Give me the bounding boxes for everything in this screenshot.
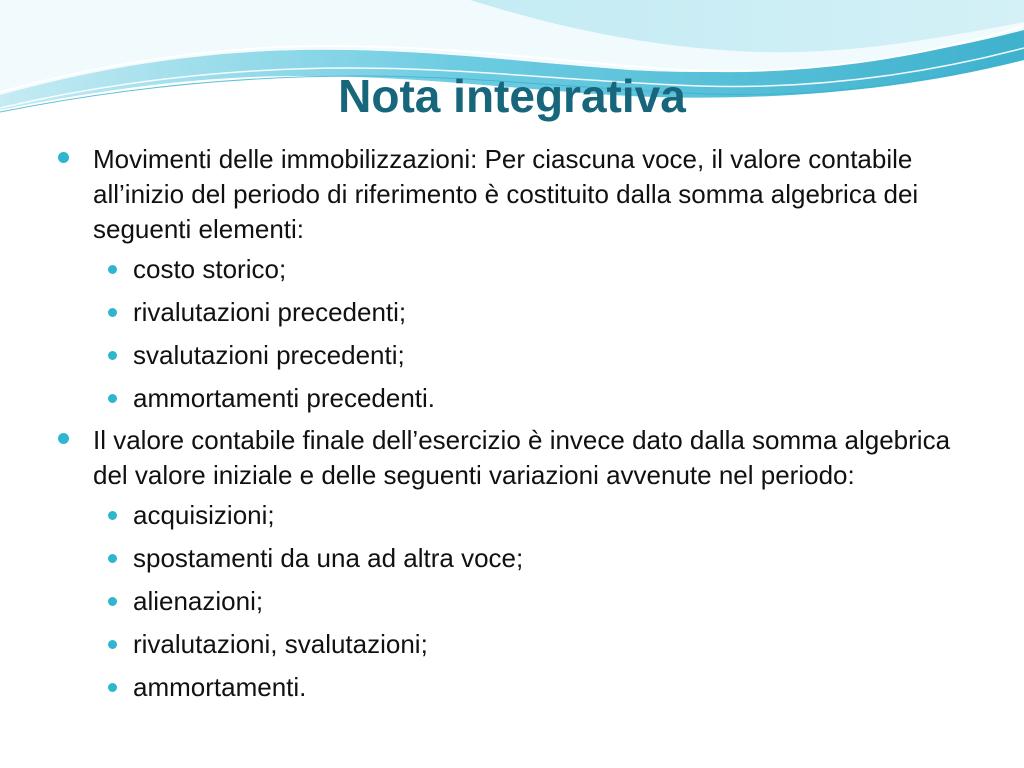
sub-bullet-text: costo storico; bbox=[133, 254, 287, 284]
sub-bullet-item bbox=[56, 543, 976, 573]
sub-bullet-text: rivalutazioni precedenti; bbox=[133, 297, 407, 327]
sub-bullet-text: ammortamenti. bbox=[133, 672, 307, 702]
bullet-text: Il valore contabile finale dell’esercizio è invece dato dalla somma algebrica del valore iniziale e delle seguenti variazioni avvenute nel periodo: bbox=[93, 425, 951, 490]
sub-bullet-item bbox=[56, 340, 976, 370]
sub-bullet-item bbox=[56, 297, 976, 327]
sub-bullet-text: acquisizioni; bbox=[133, 500, 275, 530]
sub-bullet-item bbox=[56, 629, 976, 659]
sub-bullet-dot-icon bbox=[108, 640, 117, 649]
bullet-dot-icon bbox=[58, 152, 69, 163]
sub-bullet-dot-icon bbox=[108, 511, 117, 520]
sub-bullet-item bbox=[56, 586, 976, 616]
sub-bullet-text: spostamenti da una ad altra voce; bbox=[133, 543, 524, 573]
sub-bullet-dot-icon bbox=[108, 597, 117, 606]
sub-bullet-text: alienazioni; bbox=[133, 586, 264, 616]
sub-bullet-dot-icon bbox=[108, 308, 117, 317]
sub-bullet-dot-icon bbox=[108, 351, 117, 360]
bullet-dot-icon bbox=[58, 433, 69, 444]
slide-content bbox=[56, 142, 976, 702]
sub-bullet-item bbox=[56, 672, 976, 702]
bullet-item bbox=[56, 423, 976, 493]
sub-bullet-dot-icon bbox=[108, 394, 117, 403]
bullet-text: Movimenti delle immobilizzazioni: Per ciascuna voce, il valore contabile all’inizio del periodo di riferimento è costituito dalla somma algebrica dei seguenti elementi: bbox=[93, 144, 919, 244]
sub-bullet-text: svalutazioni precedenti; bbox=[133, 340, 405, 370]
slide-title: Nota integrativa bbox=[338, 70, 686, 122]
sub-bullet-dot-icon bbox=[108, 683, 117, 692]
sub-bullet-dot-icon bbox=[108, 554, 117, 563]
sub-bullet-item bbox=[56, 500, 976, 530]
sub-bullet-text: ammortamenti precedenti. bbox=[133, 383, 436, 413]
bullet-item bbox=[56, 142, 976, 247]
sub-bullet-item bbox=[56, 254, 976, 284]
sub-bullet-item bbox=[56, 383, 976, 413]
sub-bullet-text: rivalutazioni, svalutazioni; bbox=[133, 629, 428, 659]
sub-bullet-dot-icon bbox=[108, 265, 117, 274]
